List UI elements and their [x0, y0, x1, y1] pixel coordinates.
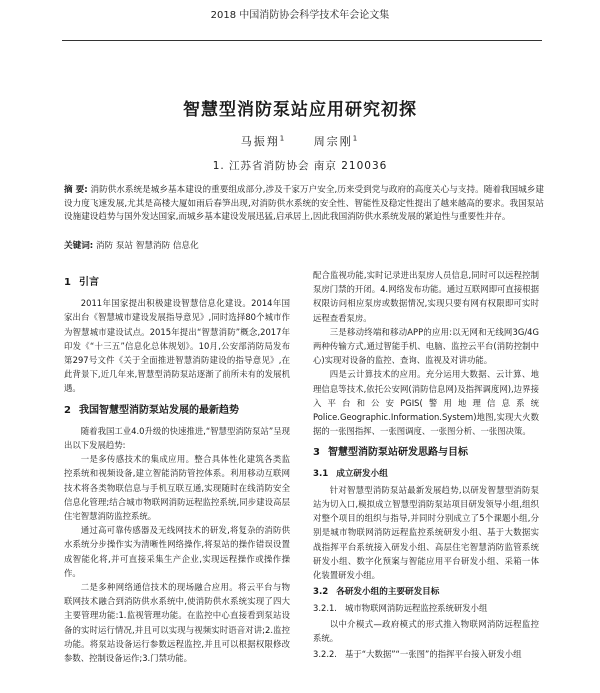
subsubsection-number: 3.2.2. [313, 649, 337, 660]
paper-title: 智慧型消防泵站应用研究初探 [183, 100, 417, 120]
author-affil-mark: 1 [352, 134, 360, 143]
section-number: 1 [64, 277, 71, 288]
paragraph: 随着我国工业4.0升级的快速推进,“智慧型消防泵站”呈现出以下发展趋势: [64, 425, 290, 451]
keywords-label: 关键词: [64, 241, 94, 251]
paragraph: 一是多传感技术的集成应用。整合具体性化建筑各类监控系统和视频设备,建立智能消防管控体系。利用移动互联网技术将各类物联信息与手机互联互通,实现随时在线消防安全信息化管理;结合城市物联网消防远程监控系统,同步建设高层住宅智慧消防监控系统。 [64, 454, 290, 522]
running-head: 2018 中国消防协会科学技术年会论文集 [210, 10, 390, 21]
paragraph: 2011年国家提出积极建设智慧信息化建设。2014年国家出台《智慧城市建设发展指导意见》,同时选择80个城市作为智慧城市建设试点。2015年提出“智慧消防”概念,2017年印发《“十三五”信息化总体规划》。10月,公安部消防局发布第297号文件《关于全面推进智慧消防建设的指导意见》,在此背景下,近几年来,智慧型消防泵站逐渐了前所未有的发展机遇。 [64, 298, 290, 394]
subsubsection-number: 3.2.1. [313, 603, 337, 614]
section-heading [64, 276, 290, 290]
subsection-heading [313, 585, 539, 599]
subsection-number: 3.1 [313, 468, 329, 479]
subsection-number: 3.2 [313, 587, 329, 598]
paragraph: 通过高可靠传感器及无线网技术的研发,将复杂的消防供水系统分步操作实为清晰性网络操作,将泵站的操作错误设置成智能化将,并可直接采集生产企业,实现远程操作或操作操作。 [64, 525, 290, 578]
header-rule [62, 40, 542, 41]
section-number: 2 [64, 404, 71, 416]
author-affil-mark: 1 [279, 134, 287, 143]
section-heading [313, 446, 539, 460]
subsubsection-heading [313, 647, 539, 661]
subsubsection-title: 城市物联网消防远程监控系统研发小组 [344, 603, 488, 614]
abstract [64, 184, 544, 225]
author-line [0, 133, 600, 149]
author-name: 周宗刚 [313, 135, 353, 148]
keywords [64, 240, 544, 253]
paragraph: 针对智慧型消防泵站最新发展趋势,以研发智慧型消防泵站为切入口,模拟成立智慧型消防泵站项目研发领导小组,组织对整个项目的组织与指导,并同时分别成立了5个课题小组,分别是城市物联网消防远程监控系统研发小组、基于大数据实战指挥平台系统接入研发小组、高层住宅智慧消防监管系统研发小组、数字化预案与智能应用平台研发小组、采箱一体化装置研发小组。 [313, 484, 539, 581]
subsubsection-heading [313, 601, 539, 615]
right-column [313, 268, 539, 662]
left-column [64, 268, 290, 665]
paragraph: 配合监视功能,实时记录进出泵房人员信息,同时可以远程控制泵房门禁的开闭。4.网络发布功能。通过互联网即可直接根据权限访问相应泵房或数据情况,实现只要有网有权限即可实时远程查看泵房。 [313, 270, 539, 323]
section-number: 3 [313, 447, 320, 459]
subsection-title: 各研发小组的主要研发目标 [336, 587, 440, 598]
section-title: 引言 [78, 277, 99, 288]
section-heading [64, 404, 290, 418]
subsection-heading [313, 467, 539, 481]
paragraph: 三是移动终端和移动APP的应用:以无网和无线网3G/4G两种传输方式,通过智能手机、电脑、监控云平台(消防控制中心)实现对设备的监控、查询、监视及对讲功能。 [313, 326, 539, 366]
abstract-label: 摘 要: [64, 185, 88, 195]
subsection-title: 成立研发小组 [336, 468, 388, 479]
abstract-text: 消防供水系统是城乡基本建设的重要组成部分,涉及千家万户安全,历来受到党与政府的高度关心与支持。随着我国城乡建设力度飞速发展,尤其是高楼大厦如雨后春笋出现,对消防供水系统的安全性、智能性及稳定性提出了越来越高的要求。我国泵站设施建设趋势与国外发达国家,而城乡基本建设发展迅猛,启承居上,因此我国消防供水系统发展的紧迫性与重要性并存。 [64, 185, 544, 222]
paragraph: 以中介模式—政府模式的形式推入物联网消防远程监控系统。 [313, 618, 539, 643]
keywords-text: 消防 泵站 智慧消防 信息化 [95, 241, 199, 251]
affiliation: 1. 江苏省消防协会 南京 210036 [212, 160, 388, 172]
section-title: 智慧型消防泵站研发思路与目标 [327, 447, 468, 459]
subsubsection-title: 基于“大数据”“一张图”的指挥平台接入研发小组 [344, 649, 522, 660]
paragraph: 四是云计算技术的应用。充分运用大数据、云计算、地理信息等技术,依托公安网(消防信息网)及指挥调度网),边界接入平台和公安PGIS(警用地理信息系统Police.Geographic.Information.System)地图,实现大火数据的一张图指挥、一张图调度、一张图分析、一张图决策。 [313, 369, 539, 437]
section-title: 我国智慧型消防泵站发展的最新趋势 [78, 404, 239, 416]
paragraph: 二是多种网络通信技术的现场融合应用。将云平台与物联网技术融合到消防供水系统中,使消防供水系统实现了四大主要管理功能:1.监视管理功能。在监控中心直接看到泵站设备的实时运行情况,并且可以实现与视频实时语音对讲;2.监控功能。将泵站设备运行参数远程监控,并且可以根据权限修改参数、控制设备运作;3.门禁功能。 [64, 582, 290, 664]
author-name: 马振翔 [240, 135, 280, 148]
